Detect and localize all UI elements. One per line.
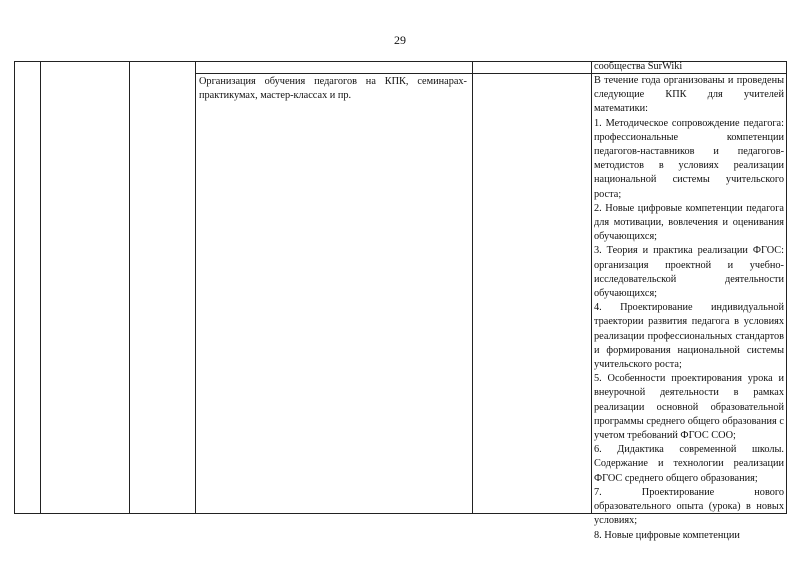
column-line	[14, 61, 15, 513]
column-line	[195, 61, 196, 513]
result-item: 6. Дидактика современной школы. Содержание и технологии реализации ФГОС среднего общего образования;	[594, 444, 784, 484]
result-cell	[594, 74, 784, 543]
page-number: 29	[394, 33, 406, 47]
result-tail-text: сообщества SurWiki	[594, 61, 683, 72]
result-item: 8. Новые цифровые компетенции	[594, 529, 740, 541]
result-item: 5. Особенности проектирования урока и внеурочной деятельности в рамках реализации основной образовательной программы среднего общего образования с учетом требований ФГОС СОО;	[594, 373, 784, 442]
activity-cell	[199, 75, 467, 103]
column-line	[129, 61, 130, 513]
result-item: 2. Новые цифровые компетенции педагога для мотивации, вовлечения и оценивания обучающихся;	[594, 202, 784, 243]
result-intro: В течение года организованы и проведены следующие КПК для учителей математики:	[594, 75, 784, 115]
column-line	[786, 61, 787, 513]
result-item: 3. Теория и практика реализации ФГОС: организация проектной и учебно-исследовательской деятельности обучающихся;	[594, 245, 784, 300]
result-item: 7. Проектирование нового образовательного опыта (урока) в новых условиях;	[594, 486, 784, 527]
column-line	[40, 61, 41, 513]
activity-text: Организация обучения педагогов на КПК, семинарах-практикумах, мастер-классах и пр.	[199, 76, 467, 102]
result-item: 1. Методическое сопровождение педагога: профессиональные компетенции педагогов-наставников и педагогов-методистов в условиях реализации национальной системы учительского роста;	[594, 117, 784, 200]
column-line	[472, 61, 473, 513]
result-cell-prev	[594, 60, 784, 74]
result-item: 4. Проектирование индивидуальной траектории развития педагога в условиях реализации профессиональных стандартов и формирования национальной системы учительского роста;	[594, 302, 784, 371]
column-line	[591, 61, 592, 513]
